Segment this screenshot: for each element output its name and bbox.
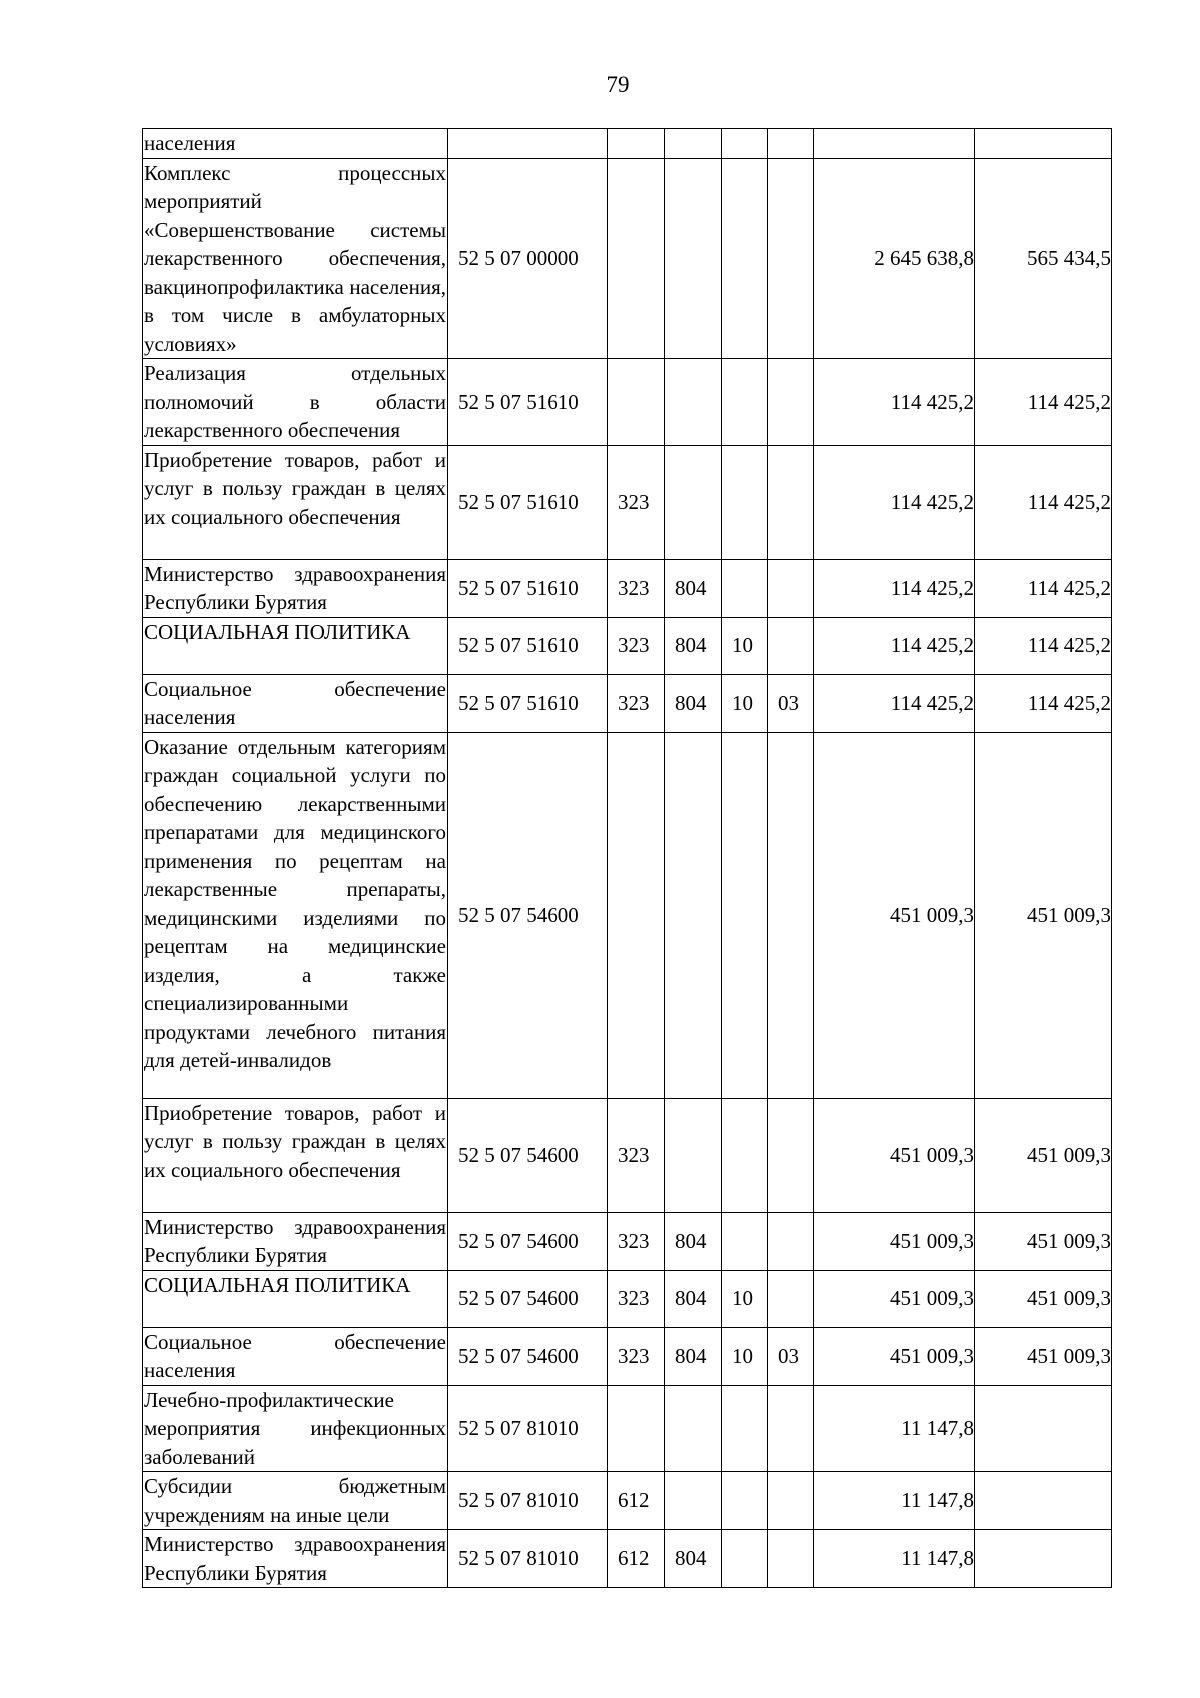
row-sum-2: 451 009,3: [975, 732, 1112, 1098]
row-grbs: [665, 158, 722, 359]
row-vr: [608, 1385, 665, 1472]
row-grbs: [665, 129, 722, 159]
row-pr: [768, 1472, 814, 1530]
row-rz: [722, 1385, 768, 1472]
row-vr: 323: [608, 674, 665, 732]
row-sum-1: 451 009,3: [814, 1270, 975, 1327]
row-sum-1: 11 147,8: [814, 1385, 975, 1472]
row-code: 52 5 07 51610: [448, 359, 608, 446]
row-sum-2: [975, 1385, 1112, 1472]
row-vr: 323: [608, 1098, 665, 1212]
row-name: Министерство здравоохранения Республики Бурятия: [143, 559, 448, 617]
row-vr: 323: [608, 1327, 665, 1385]
row-grbs: [665, 1385, 722, 1472]
row-pr: [768, 359, 814, 446]
row-code: 52 5 07 51610: [448, 445, 608, 559]
row-sum-1: 451 009,3: [814, 1098, 975, 1212]
row-vr: 323: [608, 559, 665, 617]
row-sum-2: [975, 129, 1112, 159]
row-grbs: 804: [665, 1270, 722, 1327]
row-pr: [768, 1530, 814, 1588]
row-name: Комплекс процессных мероприятий «Совершенствование системы лекарственного обеспечения, вакцинопрофилактика населения, в том числе в амбулаторных условиях»: [143, 158, 448, 359]
row-pr: [768, 129, 814, 159]
row-sum-2: [975, 1472, 1112, 1530]
table-row: [143, 1098, 1112, 1212]
row-code: 52 5 07 54600: [448, 732, 608, 1098]
table-row: [143, 359, 1112, 446]
row-sum-1: 451 009,3: [814, 732, 975, 1098]
table-row: [143, 1472, 1112, 1530]
row-rz: 10: [722, 1270, 768, 1327]
row-vr: 612: [608, 1472, 665, 1530]
row-pr: [768, 158, 814, 359]
row-sum-2: 451 009,3: [975, 1270, 1112, 1327]
table-row: [143, 1385, 1112, 1472]
row-vr: 323: [608, 1270, 665, 1327]
row-pr: [768, 559, 814, 617]
table-row: [143, 158, 1112, 359]
row-code: 52 5 07 81010: [448, 1472, 608, 1530]
row-grbs: [665, 1098, 722, 1212]
row-code: 52 5 07 54600: [448, 1270, 608, 1327]
row-grbs: [665, 359, 722, 446]
row-code: 52 5 07 51610: [448, 559, 608, 617]
row-vr: 612: [608, 1530, 665, 1588]
row-code: 52 5 07 51610: [448, 617, 608, 674]
row-sum-2: 114 425,2: [975, 674, 1112, 732]
row-rz: [722, 1472, 768, 1530]
row-name: Субсидии бюджетным учреждениям на иные цели: [143, 1472, 448, 1530]
row-name: Социальное обеспечение населения: [143, 1327, 448, 1385]
row-grbs: [665, 732, 722, 1098]
row-vr: [608, 732, 665, 1098]
table-row: [143, 617, 1112, 674]
row-pr: [768, 1270, 814, 1327]
row-rz: [722, 445, 768, 559]
row-sum-1: [814, 129, 975, 159]
row-grbs: 804: [665, 617, 722, 674]
row-rz: [722, 1212, 768, 1270]
row-grbs: 804: [665, 1530, 722, 1588]
row-vr: 323: [608, 617, 665, 674]
row-sum-2: 451 009,3: [975, 1212, 1112, 1270]
row-sum-2: 114 425,2: [975, 617, 1112, 674]
row-rz: [722, 129, 768, 159]
row-pr: [768, 1212, 814, 1270]
row-code: 52 5 07 54600: [448, 1212, 608, 1270]
row-vr: [608, 158, 665, 359]
row-pr: [768, 732, 814, 1098]
row-grbs: 804: [665, 674, 722, 732]
row-rz: 10: [722, 1327, 768, 1385]
row-name: Оказание отдельным категориям граждан социальной услуги по обеспечению лекарственными препаратами для медицинского применения по рецептам на лекарственные препараты, медицинскими изделиями по рецептам на медицинские изделия, а также специализированными продуктами лечебного питания для детей-инвалидов: [143, 732, 448, 1098]
page-number: 79: [606, 72, 630, 97]
row-grbs: 804: [665, 1327, 722, 1385]
row-sum-1: 451 009,3: [814, 1212, 975, 1270]
row-name: Лечебно-профилактические мероприятия инфекционных заболеваний: [143, 1385, 448, 1472]
row-vr: 323: [608, 445, 665, 559]
table-row: [143, 732, 1112, 1098]
row-code: [448, 129, 608, 159]
row-sum-2: 565 434,5: [975, 158, 1112, 359]
row-sum-2: 451 009,3: [975, 1098, 1112, 1212]
row-name: Министерство здравоохранения Республики Бурятия: [143, 1530, 448, 1588]
row-rz: [722, 158, 768, 359]
row-pr: [768, 617, 814, 674]
table-row: [143, 559, 1112, 617]
row-rz: [722, 559, 768, 617]
row-name: Социальное обеспечение населения: [143, 674, 448, 732]
row-sum-1: 451 009,3: [814, 1327, 975, 1385]
row-name: СОЦИАЛЬНАЯ ПОЛИТИКА: [143, 1270, 448, 1327]
row-grbs: [665, 1472, 722, 1530]
row-sum-1: 114 425,2: [814, 559, 975, 617]
row-name: Министерство здравоохранения Республики Бурятия: [143, 1212, 448, 1270]
row-sum-2: 451 009,3: [975, 1327, 1112, 1385]
row-rz: [722, 1098, 768, 1212]
row-name: Приобретение товаров, работ и услуг в пользу граждан в целях их социального обеспечения: [143, 445, 448, 559]
table-row: [143, 445, 1112, 559]
table-row: [143, 1212, 1112, 1270]
row-rz: [722, 732, 768, 1098]
table-row: [143, 1327, 1112, 1385]
row-sum-1: 2 645 638,8: [814, 158, 975, 359]
row-code: 52 5 07 81010: [448, 1385, 608, 1472]
row-sum-1: 11 147,8: [814, 1472, 975, 1530]
table-row: [143, 674, 1112, 732]
table-row: [143, 1270, 1112, 1327]
row-pr: [768, 1385, 814, 1472]
row-rz: [722, 359, 768, 446]
row-sum-1: 114 425,2: [814, 674, 975, 732]
row-name: Приобретение товаров, работ и услуг в пользу граждан в целях их социального обеспечения: [143, 1098, 448, 1212]
row-sum-1: 114 425,2: [814, 445, 975, 559]
row-vr: [608, 129, 665, 159]
row-pr: 03: [768, 674, 814, 732]
row-sum-1: 114 425,2: [814, 617, 975, 674]
table-row: [143, 1530, 1112, 1588]
row-name: населения: [143, 129, 448, 159]
row-pr: [768, 445, 814, 559]
row-code: 52 5 07 54600: [448, 1327, 608, 1385]
row-pr: 03: [768, 1327, 814, 1385]
row-sum-1: 11 147,8: [814, 1530, 975, 1588]
row-vr: [608, 359, 665, 446]
row-code: 52 5 07 51610: [448, 674, 608, 732]
budget-table: [142, 128, 1112, 1588]
row-rz: [722, 1530, 768, 1588]
row-code: 52 5 07 54600: [448, 1098, 608, 1212]
row-code: 52 5 07 81010: [448, 1530, 608, 1588]
row-grbs: 804: [665, 559, 722, 617]
row-sum-2: 114 425,2: [975, 445, 1112, 559]
row-rz: 10: [722, 617, 768, 674]
row-sum-2: 114 425,2: [975, 359, 1112, 446]
row-rz: 10: [722, 674, 768, 732]
row-sum-1: 114 425,2: [814, 359, 975, 446]
row-grbs: 804: [665, 1212, 722, 1270]
row-grbs: [665, 445, 722, 559]
row-sum-2: 114 425,2: [975, 559, 1112, 617]
row-name: СОЦИАЛЬНАЯ ПОЛИТИКА: [143, 617, 448, 674]
row-name: Реализация отдельных полномочий в области лекарственного обеспечения: [143, 359, 448, 446]
row-pr: [768, 1098, 814, 1212]
row-vr: 323: [608, 1212, 665, 1270]
row-code: 52 5 07 00000: [448, 158, 608, 359]
table-row: [143, 129, 1112, 159]
row-sum-2: [975, 1530, 1112, 1588]
